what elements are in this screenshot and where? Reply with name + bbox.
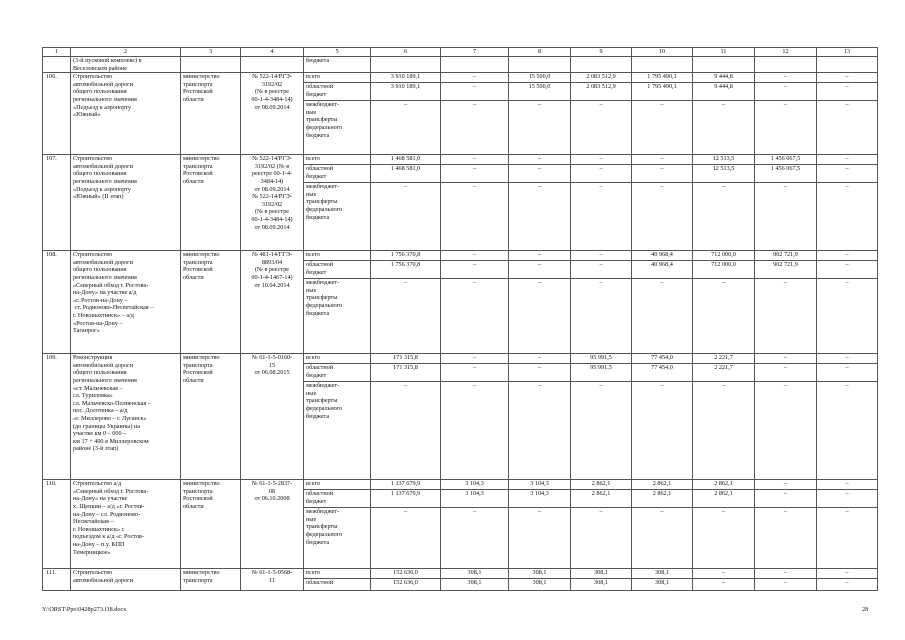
table-body (43, 48, 878, 591)
amount-cell: 3 910 189,1 (371, 83, 441, 101)
amount-cell: 3 910 189,1 (371, 73, 441, 83)
amount-cell: 2 221,7 (693, 354, 755, 364)
amount-cell: – (632, 101, 693, 155)
expertise-document: № 522-14/РГЭ- 3192/02 (№ в реестре 00-1-4-3484-14) от 08.09.2014 (241, 73, 304, 155)
amount-cell: – (571, 165, 632, 183)
amount-cell: 2 862,1 (632, 490, 693, 508)
amount-cell: – (755, 279, 817, 354)
amount-cell: 152 636,0 (371, 579, 441, 591)
amount-cell: – (817, 165, 878, 183)
entry-row (43, 73, 878, 83)
amount-cell: – (817, 279, 878, 354)
responsible-org: министерство транспорта Ростовской области (181, 73, 241, 155)
amount-cell: 171 315,8 (371, 364, 441, 382)
amount-cell: – (755, 480, 817, 490)
amount-cell: 902 721,9 (755, 261, 817, 279)
amount-cell: – (693, 183, 755, 251)
funding-source: всего (304, 251, 371, 261)
responsible-org: министерство транспорта Ростовской области (181, 251, 241, 354)
amount-cell: – (817, 480, 878, 490)
continued-funding-source: бюджета (304, 57, 371, 73)
cell-empty (632, 57, 693, 73)
column-number-header: 11 (693, 48, 755, 57)
page-number: 28 (862, 606, 869, 613)
amount-cell: – (571, 261, 632, 279)
amount-cell: – (693, 579, 755, 591)
amount-cell: – (693, 569, 755, 579)
amount-cell: – (509, 165, 571, 183)
amount-cell: 1 795 490,1 (632, 83, 693, 101)
amount-cell: 308,1 (441, 569, 509, 579)
column-number-header: 6 (371, 48, 441, 57)
amount-cell: 308,1 (632, 569, 693, 579)
amount-cell: – (441, 155, 509, 165)
funding-source: областной бюджет (304, 261, 371, 279)
amount-cell: – (632, 183, 693, 251)
object-name: Строительство автомобильной дороги общего пользования регионального значения «Северный обход г. Ростова- на-Дону» на участке а/д «г. Ростов-на-Дону – ст. Родионово-Несветайская – г. Новошахтинск» – а/д «Ростов-на-Дону – Таганрог» (71, 251, 181, 354)
amount-cell: – (441, 83, 509, 101)
amount-cell: 2 862,1 (632, 480, 693, 490)
amount-cell: – (817, 382, 878, 480)
funding-source: областной бюджет (304, 490, 371, 508)
amount-cell: 1 456 067,5 (755, 165, 817, 183)
amount-cell: – (509, 101, 571, 155)
amount-cell: – (441, 101, 509, 155)
entry-row (43, 480, 878, 490)
funding-source: областной бюджет (304, 364, 371, 382)
amount-cell: 77 454,0 (632, 354, 693, 364)
amount-cell: – (817, 251, 878, 261)
amount-cell: – (571, 508, 632, 569)
expertise-document: № 61-1-5-0568- 11 (241, 569, 304, 591)
cell-empty (43, 57, 71, 73)
funding-source: межбюджет- ные трансферты федерального бюджета (304, 508, 371, 569)
budget-program-table (42, 47, 878, 591)
amount-cell: – (693, 101, 755, 155)
amount-cell: – (693, 508, 755, 569)
amount-cell: – (817, 83, 878, 101)
funding-source: межбюджет- ные трансферты федерального бюджета (304, 279, 371, 354)
amount-cell: 1 756 370,8 (371, 251, 441, 261)
amount-cell: – (571, 279, 632, 354)
funding-source: всего (304, 569, 371, 579)
amount-cell: – (441, 382, 509, 480)
funding-source: всего (304, 155, 371, 165)
amount-cell: 3 104,3 (509, 480, 571, 490)
column-number-header: 8 (509, 48, 571, 57)
amount-cell: 95 991,5 (571, 354, 632, 364)
amount-cell: 152 636,0 (371, 569, 441, 579)
cell-empty (755, 57, 817, 73)
amount-cell: – (509, 364, 571, 382)
cell-empty (181, 57, 241, 73)
entry-row (43, 569, 878, 579)
responsible-org: министерство транспорта Ростовской области (181, 480, 241, 569)
amount-cell: 2 862,1 (693, 480, 755, 490)
amount-cell: – (632, 279, 693, 354)
amount-cell: – (571, 101, 632, 155)
amount-cell: – (693, 279, 755, 354)
amount-cell: 1 795 490,1 (632, 73, 693, 83)
entry-row (43, 155, 878, 165)
amount-cell: – (441, 261, 509, 279)
responsible-org: министерство транспорта Ростовской области (181, 354, 241, 480)
column-number-header: 7 (441, 48, 509, 57)
amount-cell: – (571, 251, 632, 261)
amount-cell: – (509, 261, 571, 279)
entry-number: 110. (43, 480, 71, 569)
amount-cell: 3 104,3 (509, 490, 571, 508)
cell-empty (371, 57, 441, 73)
amount-cell: – (371, 382, 441, 480)
amount-cell: – (441, 251, 509, 261)
expertise-document: № 481-14/ГГЭ- 8893/04 (№ в реестре 00-1-4-1467-14) от 10.04.2014 (241, 251, 304, 354)
funding-source: всего (304, 480, 371, 490)
column-number-header: 13 (817, 48, 878, 57)
cell-empty (693, 57, 755, 73)
amount-cell: 77 454,0 (632, 364, 693, 382)
amount-cell: – (817, 354, 878, 364)
amount-cell: 308,1 (509, 579, 571, 591)
funding-source: межбюджет- ные трансферты федерального бюджета (304, 382, 371, 480)
amount-cell: – (755, 83, 817, 101)
cell-empty (441, 57, 509, 73)
column-number-header: 1 (43, 48, 71, 57)
amount-cell: – (441, 73, 509, 83)
amount-cell: – (371, 279, 441, 354)
column-number-header: 3 (181, 48, 241, 57)
amount-cell: – (817, 73, 878, 83)
amount-cell: – (755, 569, 817, 579)
responsible-org: министерство транспорта (181, 569, 241, 591)
amount-cell: 902 721,9 (755, 251, 817, 261)
amount-cell: – (441, 354, 509, 364)
amount-cell: 2 083 512,9 (571, 83, 632, 101)
amount-cell: – (441, 279, 509, 354)
amount-cell: 1 137 679,9 (371, 490, 441, 508)
amount-cell: 2 862,1 (693, 490, 755, 508)
responsible-org: министерство транспорта Ростовской области (181, 155, 241, 251)
cell-empty (509, 57, 571, 73)
entry-row (43, 251, 878, 261)
column-number-row (43, 48, 878, 57)
cell-empty (571, 57, 632, 73)
amount-cell: – (755, 354, 817, 364)
entry-number: 108. (43, 251, 71, 354)
amount-cell: – (632, 165, 693, 183)
entry-row (43, 354, 878, 364)
entry-number: 109. (43, 354, 71, 480)
funding-source: межбюджет- ные трансферты федерального бюджета (304, 101, 371, 155)
amount-cell: – (509, 183, 571, 251)
amount-cell: – (817, 364, 878, 382)
column-number-header: 12 (755, 48, 817, 57)
amount-cell: 712 000,0 (693, 251, 755, 261)
amount-cell: 3 104,3 (441, 480, 509, 490)
amount-cell: – (632, 155, 693, 165)
amount-cell: – (817, 579, 878, 591)
amount-cell: 308,1 (571, 579, 632, 591)
amount-cell: 712 000,0 (693, 261, 755, 279)
amount-cell: – (755, 101, 817, 155)
amount-cell: 2 862,1 (571, 490, 632, 508)
funding-source: областной бюджет (304, 165, 371, 183)
amount-cell: – (755, 183, 817, 251)
amount-cell: – (571, 183, 632, 251)
amount-cell: – (817, 490, 878, 508)
object-name: Строительство автомобильной дороги общего пользования регионального значения «Подъезд к аэропорту «Южный» (71, 73, 181, 155)
amount-cell: – (371, 508, 441, 569)
amount-cell: – (755, 508, 817, 569)
amount-cell: – (509, 354, 571, 364)
amount-cell: 2 083 512,9 (571, 73, 632, 83)
amount-cell: – (755, 364, 817, 382)
amount-cell: – (371, 101, 441, 155)
amount-cell: 308,1 (509, 569, 571, 579)
amount-cell: – (509, 155, 571, 165)
amount-cell: – (817, 569, 878, 579)
amount-cell: 308,1 (571, 569, 632, 579)
object-name: Строительство автомобильной дороги общего пользования регионального значения «Подъезд к аэропорту «Южный» (II этап) (71, 155, 181, 251)
amount-cell: 308,1 (632, 579, 693, 591)
amount-cell: 1 456 067,5 (755, 155, 817, 165)
amount-cell: – (817, 155, 878, 165)
amount-cell: – (755, 73, 817, 83)
amount-cell: – (755, 579, 817, 591)
cell-empty (241, 57, 304, 73)
file-path-footer: Y:\ORST\Ppo\0428p273.f18.docx (42, 606, 127, 613)
amount-cell: – (441, 508, 509, 569)
column-number-header: 4 (241, 48, 304, 57)
amount-cell: – (693, 382, 755, 480)
continued-object-name: (3-й пусковой комплекс) в Веселовском районе (71, 57, 181, 73)
funding-source: областной бюджет (304, 83, 371, 101)
amount-cell: 40 968,4 (632, 261, 693, 279)
amount-cell: 9 444,8 (693, 83, 755, 101)
amount-cell: 15 500,0 (509, 73, 571, 83)
amount-cell: – (817, 261, 878, 279)
entry-number: 111. (43, 569, 71, 591)
entry-number: 106. (43, 73, 71, 155)
amount-cell: 12 513,5 (693, 165, 755, 183)
amount-cell: – (632, 382, 693, 480)
cell-empty (817, 57, 878, 73)
amount-cell: 171 315,8 (371, 354, 441, 364)
amount-cell: – (441, 364, 509, 382)
amount-cell: – (509, 251, 571, 261)
amount-cell: – (632, 508, 693, 569)
continuation-row (43, 57, 878, 73)
amount-cell: 95 991,5 (571, 364, 632, 382)
funding-source: областной (304, 579, 371, 591)
object-name: Строительство автомобильной дороги (71, 569, 181, 591)
amount-cell: 3 104,3 (441, 490, 509, 508)
amount-cell: – (441, 165, 509, 183)
funding-source: межбюджет- ные трансферты федерального бюджета (304, 183, 371, 251)
amount-cell: 1 137 679,9 (371, 480, 441, 490)
expertise-document: № 61-1-5-0160- 15 от 06.08.2015 (241, 354, 304, 480)
amount-cell: – (755, 382, 817, 480)
amount-cell: – (571, 155, 632, 165)
amount-cell: – (509, 508, 571, 569)
expertise-document: № 522-14/РГЭ- 3192/02 (№ в реестре 00-1-4- 3484-14) от 08.09.2014 № 522-14/РГЭ- 3192/02 (№ в реестре 00-1-4-3484-14) от 08.09.2014 (241, 155, 304, 251)
funding-source: всего (304, 73, 371, 83)
amount-cell: – (755, 490, 817, 508)
amount-cell: – (509, 382, 571, 480)
entry-number: 107. (43, 155, 71, 251)
column-number-header: 10 (632, 48, 693, 57)
amount-cell: – (571, 382, 632, 480)
expertise-document: № 61-1-5-2837- 08 от 06.10.2008 (241, 480, 304, 569)
amount-cell: 15 500,0 (509, 83, 571, 101)
amount-cell: – (441, 183, 509, 251)
amount-cell: 2 862,1 (571, 480, 632, 490)
amount-cell: 1 756 370,8 (371, 261, 441, 279)
amount-cell: 40 968,4 (632, 251, 693, 261)
amount-cell: – (817, 101, 878, 155)
column-number-header: 5 (304, 48, 371, 57)
amount-cell: – (817, 183, 878, 251)
object-name: Строительство а/д «Северный обход г. Ростова- на-Дону» на участке х. Щепкин – а/д «г. Ростов- на-Дону – сл. Родионово- Несветайская – г. Новошахтинск» с подъездом к а/д «г. Ростов- на-Дону – п.у. КПП Темерницкое» (71, 480, 181, 569)
amount-cell: 2 221,7 (693, 364, 755, 382)
amount-cell: 9 444,8 (693, 73, 755, 83)
amount-cell: – (371, 183, 441, 251)
amount-cell: 308,1 (441, 579, 509, 591)
object-name: Реконструкция автомобильной дороги общего пользования регионального значения «ст. Мальчевская – сл. Туриловка» сл. Мальчевско-Полненская – пос. Долотинка – а/д «г. Миллерово – г. Луганск» (до границы Украины) на участке км 0 – 000 – км 17 + 400 в Миллеровском районе (3-й этап) (71, 354, 181, 480)
amount-cell: 1 468 581,0 (371, 155, 441, 165)
column-number-header: 9 (571, 48, 632, 57)
amount-cell: 12 513,5 (693, 155, 755, 165)
amount-cell: – (817, 508, 878, 569)
funding-source: всего (304, 354, 371, 364)
amount-cell: – (509, 279, 571, 354)
column-number-header: 2 (71, 48, 181, 57)
amount-cell: 1 468 581,0 (371, 165, 441, 183)
